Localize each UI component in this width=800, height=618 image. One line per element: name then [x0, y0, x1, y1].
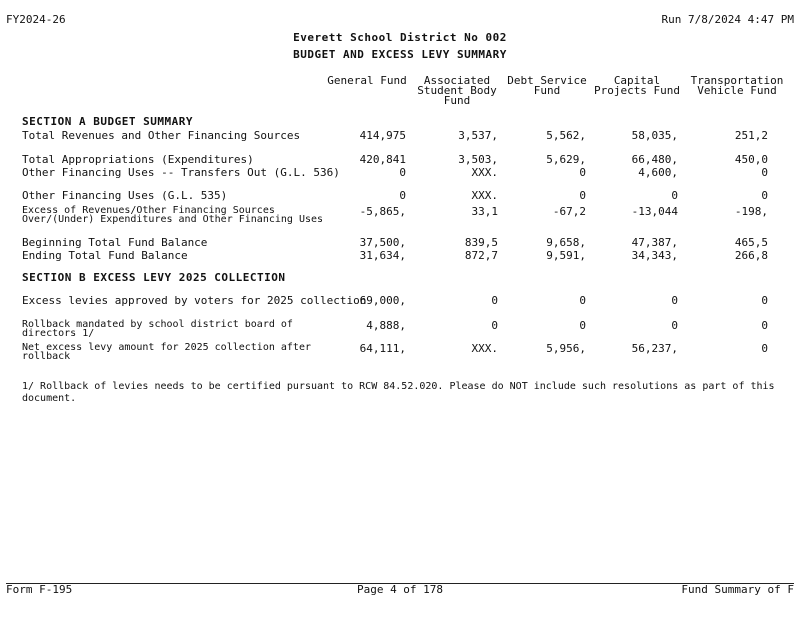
cell-asb-fund: 872,7 — [464, 249, 498, 262]
cell-asb-fund: XXX. — [471, 189, 498, 202]
cell-general-fund: 414,975 — [359, 129, 406, 142]
footnote: 1/ Rollback of levies needs to be certified pursuant to RCW 84.52.020. Please do NOT include such resolutions as part of this document. — [22, 381, 775, 404]
cell-capital-projects-fund: 34,343, — [631, 249, 678, 262]
cell-general-fund: 420,841 — [359, 153, 406, 166]
column-heading-general-fund: General Fund — [327, 74, 407, 87]
column-heading-capital-projects-fund: Capital Projects Fund — [593, 74, 681, 97]
footer-section-label: Fund Summary of F — [681, 583, 794, 596]
run-timestamp: Run 7/8/2024 4:47 PM — [661, 13, 794, 26]
row-label: Total Revenues and Other Financing Sources — [22, 129, 301, 142]
cell-debt-service-fund: 9,658, — [546, 236, 586, 249]
cell-general-fund: 64,111, — [359, 342, 406, 355]
cell-asb-fund: 3,537, — [458, 129, 498, 142]
cell-asb-fund: XXX. — [471, 166, 498, 179]
row-label: Total Appropriations (Expenditures) — [22, 153, 254, 166]
cell-transportation-vehicle-fund: -198, — [734, 205, 768, 218]
cell-debt-service-fund: 5,562, — [546, 129, 586, 142]
cell-asb-fund: 0 — [491, 319, 498, 332]
cell-transportation-vehicle-fund: 0 — [761, 294, 768, 307]
cell-general-fund: 4,888, — [366, 319, 406, 332]
row-label: Excess of Revenues/Other Financing Sources Over/(Under) Expenditures and Other Financing Uses — [22, 205, 324, 225]
report-title: BUDGET AND EXCESS LEVY SUMMARY — [293, 48, 507, 61]
cell-asb-fund: 33,1 — [471, 205, 498, 218]
cell-debt-service-fund: 0 — [579, 319, 586, 332]
fiscal-year-label: FY2024-26 — [6, 13, 66, 26]
row-label: Net excess levy amount for 2025 collection after rollback — [22, 342, 311, 362]
cell-transportation-vehicle-fund: 251,2 — [734, 129, 768, 142]
cell-asb-fund: 839,5 — [464, 236, 498, 249]
cell-transportation-vehicle-fund: 0 — [761, 342, 768, 355]
cell-debt-service-fund: 5,956, — [546, 342, 586, 355]
cell-debt-service-fund: 0 — [579, 189, 586, 202]
row-label: Other Financing Uses (G.L. 535) — [22, 189, 228, 202]
cell-capital-projects-fund: 0 — [671, 294, 678, 307]
cell-transportation-vehicle-fund: 0 — [761, 166, 768, 179]
cell-capital-projects-fund: 66,480, — [631, 153, 678, 166]
column-heading-asb-fund: Associated Student Body Fund — [417, 74, 497, 107]
section-budget-summary-title: SECTION A BUDGET SUMMARY — [22, 115, 193, 128]
cell-transportation-vehicle-fund: 450,0 — [734, 153, 768, 166]
cell-capital-projects-fund: 4,600, — [638, 166, 678, 179]
row-label: Rollback mandated by school district board of directors 1/ — [22, 319, 293, 339]
cell-debt-service-fund: 5,629, — [546, 153, 586, 166]
cell-capital-projects-fund: 0 — [671, 319, 678, 332]
cell-general-fund: 69,000, — [359, 294, 406, 307]
form-number: Form F-195 — [6, 583, 73, 596]
cell-general-fund: 0 — [399, 166, 406, 179]
cell-asb-fund: 0 — [491, 294, 498, 307]
cell-general-fund: 0 — [399, 189, 406, 202]
cell-debt-service-fund: 0 — [579, 294, 586, 307]
cell-general-fund: -5,865, — [359, 205, 406, 218]
cell-capital-projects-fund: -13,044 — [631, 205, 678, 218]
cell-asb-fund: XXX. — [471, 342, 498, 355]
page-number: Page 4 of 178 — [356, 583, 444, 596]
cell-general-fund: 31,634, — [359, 249, 406, 262]
cell-capital-projects-fund: 47,387, — [631, 236, 678, 249]
section-excess-levy-title: SECTION B EXCESS LEVY 2025 COLLECTION — [22, 271, 286, 284]
cell-debt-service-fund: -67,2 — [552, 205, 586, 218]
cell-transportation-vehicle-fund: 465,5 — [734, 236, 768, 249]
district-name: Everett School District No 002 — [293, 31, 507, 44]
column-heading-transportation-vehicle-fund: Transportation Vehicle Fund — [690, 74, 784, 97]
cell-transportation-vehicle-fund: 0 — [761, 189, 768, 202]
row-label: Excess levies approved by voters for 2025 collection — [22, 294, 367, 307]
cell-capital-projects-fund: 0 — [671, 189, 678, 202]
cell-debt-service-fund: 0 — [579, 166, 586, 179]
cell-transportation-vehicle-fund: 266,8 — [734, 249, 768, 262]
cell-debt-service-fund: 9,591, — [546, 249, 586, 262]
row-label: Ending Total Fund Balance — [22, 249, 188, 262]
column-heading-debt-service-fund: Debt Service Fund — [507, 74, 587, 97]
cell-asb-fund: 3,503, — [458, 153, 498, 166]
cell-transportation-vehicle-fund: 0 — [761, 319, 768, 332]
cell-capital-projects-fund: 58,035, — [631, 129, 678, 142]
row-label: Other Financing Uses -- Transfers Out (G.L. 536) — [22, 166, 340, 179]
cell-capital-projects-fund: 56,237, — [631, 342, 678, 355]
cell-general-fund: 37,500, — [359, 236, 406, 249]
row-label: Beginning Total Fund Balance — [22, 236, 208, 249]
